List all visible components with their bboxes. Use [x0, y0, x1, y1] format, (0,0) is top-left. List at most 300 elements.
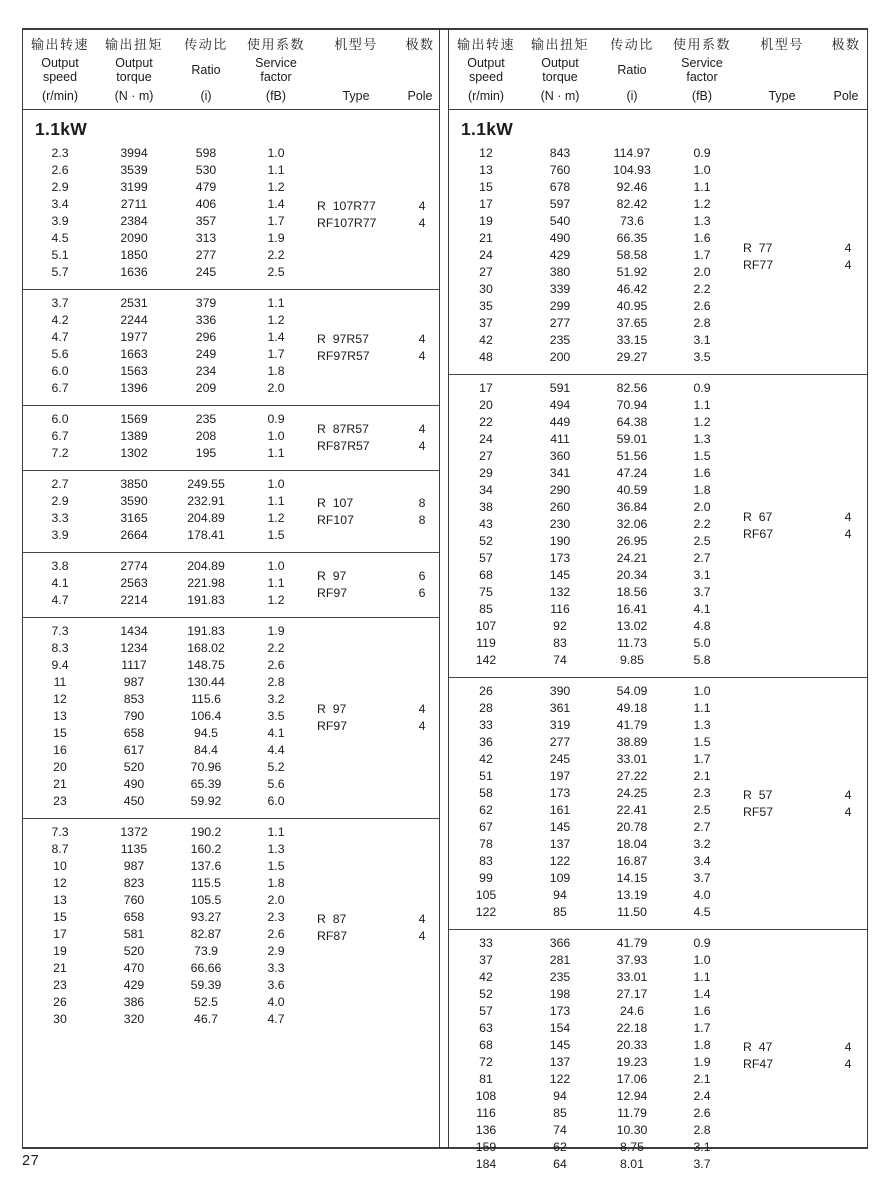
- ratio-cell: 24.25: [616, 786, 648, 800]
- table-row: [23, 793, 439, 810]
- torque-cell: 109: [549, 871, 571, 885]
- speed-cell: 5.6: [51, 347, 69, 361]
- speed-cell: 3.8: [51, 559, 69, 573]
- speed-cell: 57: [479, 551, 493, 565]
- torque-cell: 1234: [120, 641, 148, 655]
- ratio-cell: 70.96: [190, 760, 222, 774]
- pole-column: [829, 509, 867, 543]
- ratio-cell: 249: [195, 347, 217, 361]
- speed-cell: 20: [479, 398, 493, 412]
- pole-value: 6: [418, 586, 426, 600]
- table-row: [449, 380, 867, 397]
- ratio-cell: 10.30: [616, 1123, 648, 1137]
- ratio-cell: 204.89: [187, 559, 225, 573]
- ratio-cell: 195: [195, 446, 217, 460]
- speed-cell: 81: [479, 1072, 493, 1086]
- torque-cell: 173: [549, 1004, 571, 1018]
- table-row: [449, 683, 867, 700]
- ratio-cell: 234: [195, 364, 217, 378]
- service-factor-cell: 1.3: [693, 214, 711, 228]
- speed-cell: 6.0: [51, 412, 69, 426]
- type-pole-block: [311, 701, 441, 735]
- torque-cell: 2244: [120, 313, 148, 327]
- service-factor-cell: 1.5: [267, 528, 285, 542]
- table-row: [449, 584, 867, 601]
- col-header-en-line: Output: [41, 56, 79, 70]
- service-factor-cell: 0.9: [693, 146, 711, 160]
- service-factor-cell: 2.1: [693, 769, 711, 783]
- table-row: [23, 380, 439, 397]
- torque-cell: 3165: [120, 511, 148, 525]
- speed-cell: 21: [479, 231, 493, 245]
- torque-cell: 122: [549, 1072, 571, 1086]
- ratio-cell: 245: [195, 265, 217, 279]
- speed-cell: 108: [475, 1089, 497, 1103]
- table-row: [449, 935, 867, 952]
- col-header-en-service-factor: [667, 57, 737, 84]
- table-row: [449, 952, 867, 969]
- col-header-cn-output-speed: 输出转速: [30, 37, 89, 52]
- torque-cell: 145: [549, 820, 571, 834]
- service-factor-cell: 1.1: [693, 701, 711, 715]
- torque-cell: 277: [549, 316, 571, 330]
- ratio-cell: 94.5: [194, 726, 218, 740]
- speed-cell: 3.9: [51, 214, 69, 228]
- service-factor-cell: 1.8: [267, 876, 285, 890]
- table-row: [449, 904, 867, 921]
- type-label: RF107: [317, 512, 354, 527]
- ratio-cell: 106.4: [190, 709, 222, 723]
- torque-cell: 94: [553, 888, 567, 902]
- torque-cell: 2563: [120, 576, 148, 590]
- table-row: [23, 657, 439, 674]
- type-label: RF97: [317, 719, 348, 733]
- torque-cell: 116: [550, 602, 570, 616]
- speed-cell: 42: [479, 970, 493, 984]
- ratio-cell: 11.73: [617, 636, 647, 650]
- ratio-cell: 130.44: [187, 675, 225, 689]
- pole-value: 8: [418, 512, 426, 527]
- ratio-cell: 17.06: [616, 1072, 648, 1086]
- pole-column: [829, 1039, 867, 1073]
- type-label: R 97: [317, 569, 347, 583]
- table-row: [449, 836, 867, 853]
- torque-cell: 1372: [120, 825, 148, 839]
- power-rating-title: 1.1kW: [35, 119, 88, 139]
- service-factor-cell: 2.4: [693, 1089, 711, 1103]
- speed-cell: 30: [53, 1012, 67, 1026]
- type-pole-block: [311, 911, 441, 945]
- table-row: [449, 1122, 867, 1139]
- torque-cell: 145: [549, 568, 571, 582]
- col-header-unit-output-speed: (r/min): [41, 89, 79, 103]
- table-row: [449, 1139, 867, 1156]
- service-factor-cell: 1.7: [693, 1021, 711, 1035]
- speed-cell: 4.7: [51, 593, 69, 607]
- col-header-output-speed: [449, 37, 523, 103]
- ratio-cell: 59.01: [616, 432, 648, 446]
- type-pole-block: [311, 331, 441, 365]
- ratio-group: [23, 405, 439, 470]
- service-factor-cell: 4.7: [267, 1012, 285, 1026]
- service-factor-cell: 3.7: [693, 1157, 711, 1171]
- ratio-cell: 84.4: [194, 743, 218, 757]
- speed-cell: 15: [53, 910, 67, 924]
- ratio-cell: 13.19: [616, 888, 648, 902]
- pole-value: 4: [418, 348, 426, 363]
- ratio-cell: 598: [195, 146, 217, 160]
- speed-cell: 58: [479, 786, 493, 800]
- torque-cell: 760: [123, 893, 145, 907]
- type-pole-block: [311, 198, 441, 232]
- torque-cell: 64: [553, 1157, 567, 1171]
- service-factor-cell: 1.1: [267, 494, 285, 508]
- speed-cell: 6.7: [51, 381, 69, 395]
- type-label: RF47: [743, 1056, 774, 1071]
- service-factor-cell: 1.2: [267, 180, 285, 194]
- torque-cell: 2531: [120, 296, 148, 310]
- ratio-cell: 12.94: [616, 1089, 648, 1103]
- speed-cell: 29: [479, 466, 493, 480]
- service-factor-cell: 1.9: [267, 231, 285, 245]
- ratio-cell: 93.27: [190, 910, 222, 924]
- speed-cell: 19: [53, 944, 67, 958]
- pole-value: 4: [418, 331, 426, 346]
- torque-cell: 1135: [120, 842, 148, 856]
- torque-cell: 658: [123, 726, 145, 740]
- speed-cell: 142: [475, 653, 497, 667]
- torque-cell: 3539: [120, 163, 148, 177]
- ratio-cell: 11.50: [617, 905, 647, 919]
- table-row: [449, 717, 867, 734]
- speed-cell: 23: [53, 794, 67, 808]
- pole-value: 4: [844, 510, 852, 524]
- service-factor-cell: 2.8: [267, 675, 285, 689]
- speed-cell: 78: [479, 837, 493, 851]
- spec-tables-wrapper: [22, 28, 868, 1171]
- speed-cell: 3.9: [51, 528, 69, 542]
- torque-cell: 3199: [120, 180, 148, 194]
- ratio-group: [23, 289, 439, 405]
- col-header-en-ratio: [171, 64, 241, 78]
- type-label: R 107R77: [317, 198, 376, 213]
- service-factor-cell: 1.7: [267, 347, 285, 361]
- type-pole-block: [737, 1039, 867, 1073]
- table-row: [23, 640, 439, 657]
- table-row: [449, 550, 867, 567]
- col-header-en-line: Output: [467, 56, 505, 70]
- service-factor-cell: 1.1: [693, 970, 711, 984]
- service-factor-cell: 2.3: [267, 910, 285, 924]
- service-factor-cell: 2.1: [693, 1072, 711, 1086]
- service-factor-cell: 1.2: [267, 511, 285, 525]
- service-factor-cell: 3.2: [693, 837, 711, 851]
- service-factor-cell: 1.1: [267, 576, 285, 590]
- pole-value: 6: [418, 569, 426, 583]
- speed-cell: 27: [479, 265, 493, 279]
- col-header-en-line: Service: [681, 56, 723, 70]
- service-factor-cell: 1.1: [693, 180, 711, 194]
- ratio-cell: 19.23: [616, 1055, 648, 1069]
- ratio-cell: 160.2: [190, 842, 222, 856]
- service-factor-cell: 1.1: [267, 825, 285, 839]
- col-header-cn-ratio: 传动比: [610, 37, 654, 52]
- service-factor-cell: 3.7: [693, 585, 711, 599]
- col-header-cn-service-factor: 使用系数: [672, 37, 731, 52]
- col-header-unit-type: Type: [342, 89, 370, 103]
- col-header-en-line: Output: [541, 56, 579, 70]
- speed-cell: 10: [53, 859, 67, 873]
- table-row: [449, 567, 867, 584]
- service-factor-cell: 0.9: [693, 381, 711, 395]
- service-factor-cell: 2.7: [693, 551, 711, 565]
- speed-cell: 116: [476, 1106, 496, 1120]
- pole-value: 4: [844, 527, 852, 541]
- type-label: RF67: [743, 527, 774, 541]
- pole-value: 4: [418, 439, 426, 453]
- ratio-group: [23, 552, 439, 617]
- service-factor-cell: 3.3: [267, 961, 285, 975]
- service-factor-cell: 4.1: [267, 726, 285, 740]
- ratio-cell: 37.93: [616, 953, 648, 967]
- col-header-en-output-torque: [523, 57, 597, 84]
- torque-cell: 341: [549, 466, 571, 480]
- torque-cell: 987: [123, 675, 145, 689]
- service-factor-cell: 1.4: [267, 197, 285, 211]
- col-header-unit-ratio: (i): [200, 89, 212, 103]
- type-column: [311, 568, 403, 602]
- type-label: R 97R57: [317, 331, 369, 346]
- table-row: [449, 482, 867, 499]
- speed-cell: 52: [479, 534, 493, 548]
- service-factor-cell: 1.9: [693, 1055, 711, 1069]
- type-column: [311, 331, 403, 365]
- service-factor-cell: 1.7: [693, 752, 711, 766]
- table-row: [23, 858, 439, 875]
- speed-cell: 4.7: [51, 330, 69, 344]
- ratio-cell: 209: [195, 381, 217, 395]
- torque-cell: 2711: [120, 197, 148, 211]
- torque-cell: 281: [549, 953, 571, 967]
- table-row: [449, 887, 867, 904]
- col-header-service-factor: [667, 37, 737, 103]
- ratio-cell: 33.01: [616, 752, 648, 766]
- speed-cell: 42: [479, 333, 493, 347]
- torque-cell: 230: [549, 517, 571, 531]
- ratio-cell: 46.42: [616, 282, 648, 296]
- speed-cell: 3.4: [51, 197, 69, 211]
- speed-cell: 7.3: [51, 624, 69, 638]
- ratio-cell: 92.46: [616, 180, 648, 194]
- speed-cell: 5.7: [51, 265, 69, 279]
- pole-value: 4: [418, 198, 426, 213]
- service-factor-cell: 1.0: [693, 953, 711, 967]
- ratio-cell: 249.55: [187, 477, 225, 491]
- pole-column: [829, 787, 867, 821]
- speed-cell: 16: [53, 743, 67, 757]
- col-header-unit-ratio: (i): [626, 89, 638, 103]
- table-row: [449, 298, 867, 315]
- torque-cell: 145: [549, 1038, 571, 1052]
- ratio-cell: 357: [195, 214, 217, 228]
- speed-cell: 11: [53, 675, 67, 689]
- service-factor-cell: 2.0: [267, 893, 285, 907]
- torque-cell: 520: [123, 760, 145, 774]
- service-factor-cell: 1.1: [693, 398, 711, 412]
- torque-cell: 132: [549, 585, 571, 599]
- ratio-cell: 66.66: [190, 961, 222, 975]
- ratio-cell: 65.39: [190, 777, 222, 791]
- speed-cell: 2.3: [51, 146, 69, 160]
- service-factor-cell: 4.4: [267, 743, 285, 757]
- speed-cell: 48: [479, 350, 493, 364]
- torque-cell: 490: [549, 231, 571, 245]
- ratio-cell: 406: [195, 197, 217, 211]
- speed-cell: 33: [479, 936, 493, 950]
- speed-cell: 19: [479, 214, 493, 228]
- service-factor-cell: 1.6: [693, 466, 711, 480]
- ratio-cell: 47.24: [616, 466, 648, 480]
- ratio-cell: 41.79: [616, 936, 648, 950]
- ratio-cell: 204.89: [187, 511, 225, 525]
- type-label: R 87: [317, 911, 347, 926]
- type-column: [311, 495, 403, 529]
- table-row: [23, 759, 439, 776]
- torque-cell: 540: [549, 214, 571, 228]
- service-factor-cell: 1.1: [267, 163, 285, 177]
- pole-column: [403, 495, 441, 529]
- col-header-en-line: Ratio: [617, 62, 647, 77]
- torque-cell: 853: [123, 692, 145, 706]
- speed-cell: 21: [53, 961, 67, 975]
- speed-cell: 26: [479, 684, 493, 698]
- col-header-pole: [827, 37, 865, 103]
- torque-cell: 290: [549, 483, 571, 497]
- torque-cell: 137: [549, 1055, 571, 1069]
- torque-cell: 200: [549, 350, 571, 364]
- service-factor-cell: 2.3: [693, 786, 711, 800]
- torque-cell: 591: [549, 381, 571, 395]
- table-row: [449, 969, 867, 986]
- table-row: [449, 751, 867, 768]
- service-factor-cell: 0.9: [267, 412, 285, 426]
- ratio-cell: 46.7: [194, 1012, 218, 1026]
- ratio-cell: 115.5: [191, 876, 221, 890]
- ratio-cell: 18.04: [616, 837, 648, 851]
- speed-cell: 4.2: [51, 313, 69, 327]
- service-factor-cell: 5.2: [267, 760, 285, 774]
- speed-cell: 159: [475, 1140, 497, 1154]
- table-row: [23, 674, 439, 691]
- ratio-cell: 66.35: [616, 231, 648, 245]
- table-row: [449, 734, 867, 751]
- col-header-ratio: [597, 37, 667, 103]
- col-header-unit-pole: Pole: [407, 89, 433, 103]
- table-row: [449, 819, 867, 836]
- service-factor-cell: 3.5: [693, 350, 711, 364]
- table-row: [449, 768, 867, 785]
- torque-cell: 470: [123, 961, 145, 975]
- speed-cell: 13: [53, 893, 67, 907]
- ratio-group: [23, 470, 439, 552]
- torque-cell: 339: [549, 282, 571, 296]
- table-row: [449, 870, 867, 887]
- service-factor-cell: 1.1: [267, 296, 285, 310]
- service-factor-cell: 3.7: [693, 871, 711, 885]
- table-row: [23, 264, 439, 281]
- service-factor-cell: 1.3: [693, 718, 711, 732]
- service-factor-cell: 1.8: [693, 483, 711, 497]
- col-header-en-output-torque: [97, 57, 171, 84]
- service-factor-cell: 4.5: [693, 905, 711, 919]
- speed-cell: 30: [479, 282, 493, 296]
- ratio-cell: 20.33: [616, 1038, 648, 1052]
- table-row: [449, 179, 867, 196]
- col-header-en-output-speed: [449, 57, 523, 84]
- service-factor-cell: 2.6: [693, 299, 711, 313]
- speed-cell: 33: [479, 718, 493, 732]
- torque-cell: 2090: [120, 231, 148, 245]
- col-header-unit-output-torque: (N · m): [114, 89, 154, 103]
- speed-cell: 37: [479, 316, 493, 330]
- col-header-cn-output-torque: 输出扭矩: [530, 37, 589, 52]
- table-row: [449, 986, 867, 1003]
- ratio-cell: 221.98: [187, 576, 225, 590]
- col-header-en-line: speed: [468, 69, 504, 84]
- torque-cell: 1117: [121, 658, 147, 672]
- col-header-en-line: torque: [116, 69, 152, 84]
- service-factor-cell: 3.1: [693, 1140, 711, 1154]
- ratio-cell: 168.02: [187, 641, 225, 655]
- type-column: [311, 911, 403, 945]
- ratio-cell: 64.38: [616, 415, 648, 429]
- type-label: RF97R57: [317, 348, 370, 363]
- torque-cell: 411: [550, 432, 570, 446]
- table-row: [23, 960, 439, 977]
- torque-cell: 2664: [120, 528, 148, 542]
- ratio-cell: 232.91: [187, 494, 225, 508]
- speed-cell: 72: [479, 1055, 493, 1069]
- table-row: [23, 295, 439, 312]
- type-label: RF87R57: [317, 439, 370, 453]
- torque-cell: 429: [549, 248, 571, 262]
- speed-cell: 42: [479, 752, 493, 766]
- torque-cell: 299: [549, 299, 571, 313]
- service-factor-cell: 1.4: [267, 330, 285, 344]
- table-row: [449, 601, 867, 618]
- type-label: R 97: [317, 702, 347, 716]
- pole-column: [403, 701, 441, 735]
- service-factor-cell: 5.6: [267, 777, 285, 791]
- service-factor-cell: 1.5: [267, 859, 285, 873]
- ratio-cell: 51.92: [616, 265, 648, 279]
- ratio-group: [449, 929, 867, 1181]
- col-header-unit-service-factor: (fB): [691, 89, 713, 103]
- table-row: [449, 853, 867, 870]
- service-factor-cell: 4.0: [693, 888, 711, 902]
- service-factor-cell: 1.6: [693, 1004, 711, 1018]
- speed-cell: 15: [479, 180, 493, 194]
- torque-cell: 235: [549, 970, 571, 984]
- table-row: [449, 332, 867, 349]
- torque-cell: 3850: [120, 477, 148, 491]
- ratio-cell: 277: [195, 248, 217, 262]
- col-header-output-torque: [97, 37, 171, 103]
- speed-cell: 119: [476, 636, 496, 650]
- table-row: [23, 476, 439, 493]
- speed-cell: 24: [479, 432, 493, 446]
- speed-cell: 52: [479, 987, 493, 1001]
